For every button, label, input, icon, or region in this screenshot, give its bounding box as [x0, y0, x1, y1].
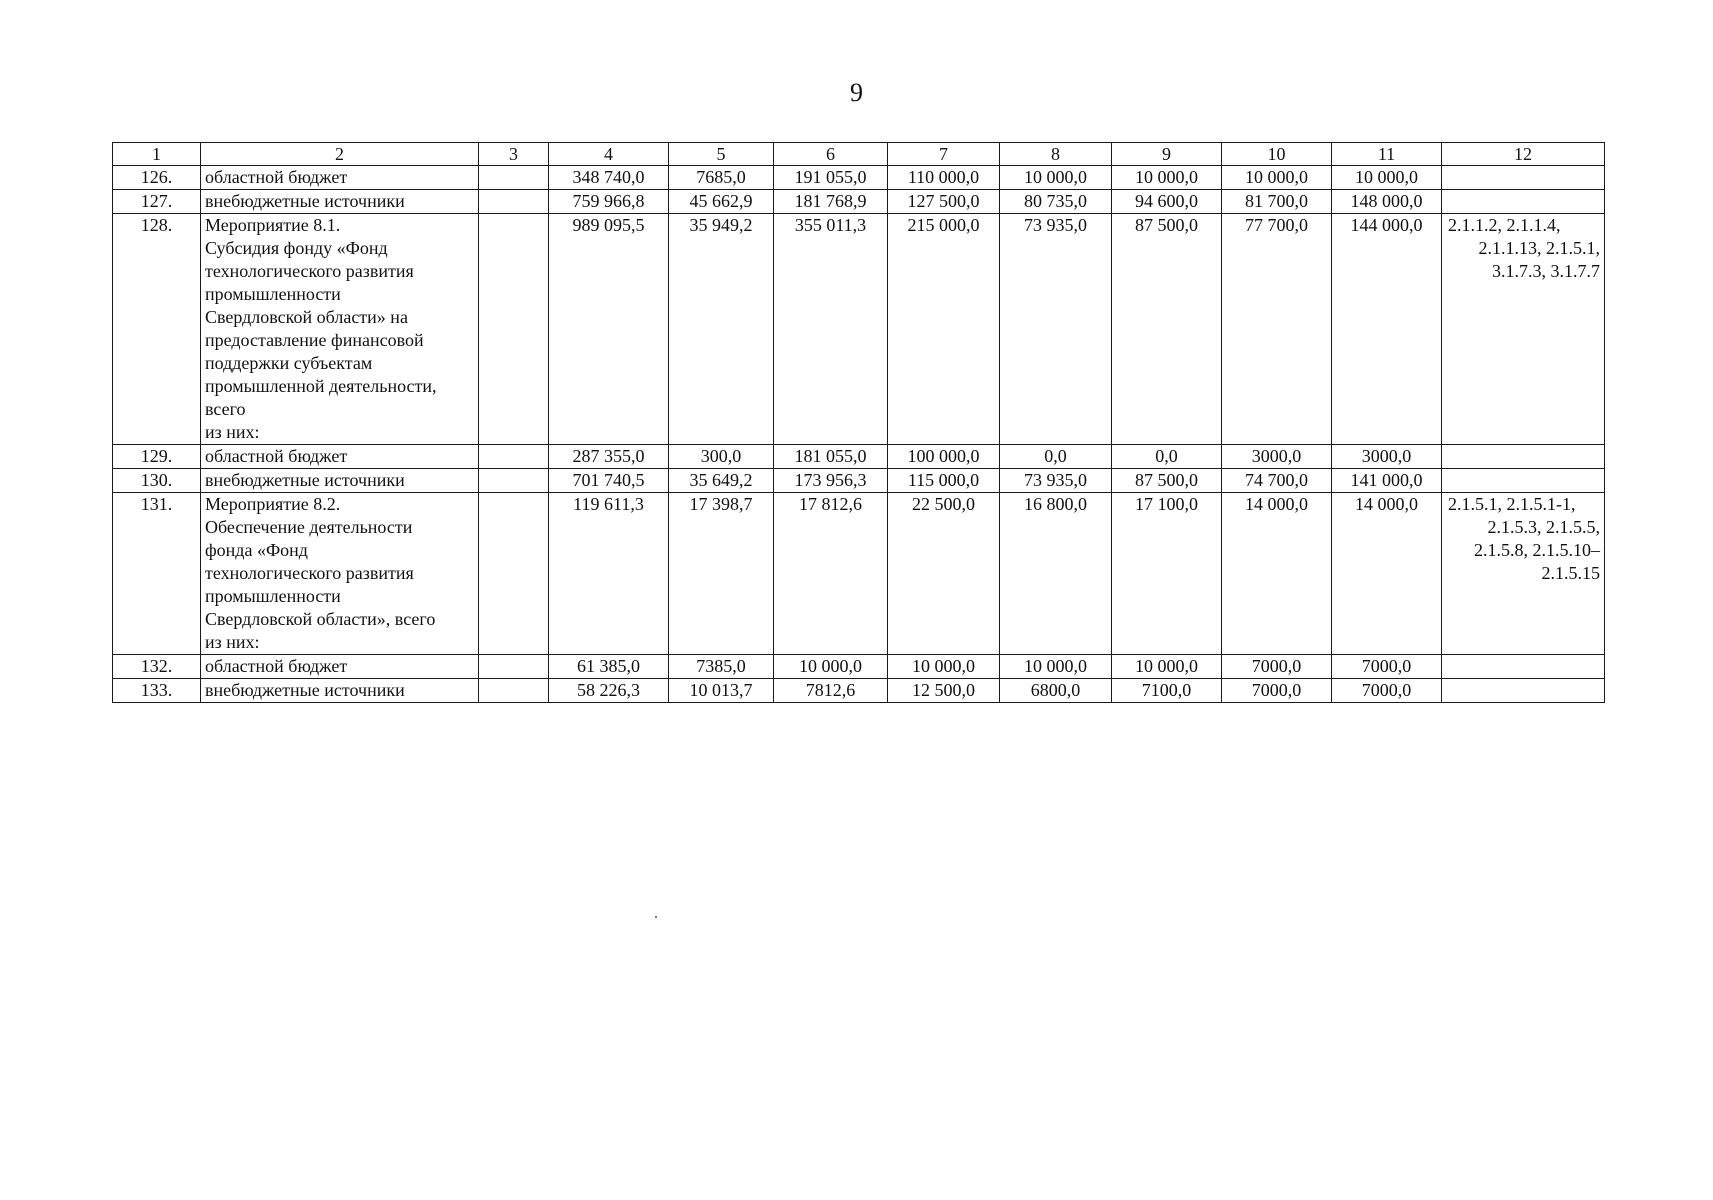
row-name [201, 445, 479, 469]
value-cell-col8: 73 935,0 [1000, 469, 1112, 493]
row-name [201, 493, 479, 655]
row-name-line: фонда «Фонд [205, 540, 308, 560]
value-cell-col10: 3000,0 [1222, 445, 1332, 469]
col3-cell [479, 679, 549, 703]
reference-cell [1442, 469, 1605, 493]
header-cell-3: 3 [479, 143, 549, 166]
row-name-line: Мероприятие 8.1. [205, 215, 341, 235]
value-cell-col10: 14 000,0 [1222, 493, 1332, 655]
row-name-line: Обеспечение деятельности [205, 517, 413, 537]
value-cell-col5: 45 662,9 [669, 190, 774, 214]
value-cell-col7: 115 000,0 [888, 469, 1000, 493]
value-cell-col7: 12 500,0 [888, 679, 1000, 703]
table-row [113, 655, 1605, 679]
value-cell-col9: 17 100,0 [1112, 493, 1222, 655]
value-cell-col5: 35 649,2 [669, 469, 774, 493]
col3-cell [479, 166, 549, 190]
value-cell-col11: 141 000,0 [1332, 469, 1442, 493]
reference-cell [1442, 214, 1605, 445]
row-name [201, 190, 479, 214]
reference-line: 2.1.5.3, 2.1.5.5, [1487, 517, 1600, 537]
row-name-line: из них: [205, 422, 260, 442]
header-cell-6: 6 [774, 143, 888, 166]
row-name-line: всего [205, 399, 246, 419]
row-name-line: областной бюджет [205, 167, 348, 187]
table-header-row [113, 143, 1605, 166]
value-cell-col4: 61 385,0 [549, 655, 669, 679]
value-cell-col5: 10 013,7 [669, 679, 774, 703]
col3-cell [479, 493, 549, 655]
reference-cell [1442, 679, 1605, 703]
value-cell-col7: 127 500,0 [888, 190, 1000, 214]
reference-line: 2.1.5.1, 2.1.5.1-1, [1448, 494, 1576, 514]
header-cell-7: 7 [888, 143, 1000, 166]
table-row [113, 214, 1605, 445]
reference-line: 2.1.1.13, 2.1.5.1, [1478, 238, 1600, 258]
row-name-line: поддержки субъектам [205, 353, 373, 373]
table-body [113, 143, 1605, 703]
row-name-line: областной бюджет [205, 446, 348, 466]
value-cell-col5: 7685,0 [669, 166, 774, 190]
reference-cell [1442, 655, 1605, 679]
row-number: 129. [113, 445, 201, 469]
row-name-line: промышленности [205, 284, 341, 304]
row-name-line: из них: [205, 632, 260, 652]
value-cell-col8: 10 000,0 [1000, 655, 1112, 679]
value-cell-col7: 100 000,0 [888, 445, 1000, 469]
header-cell-1: 1 [113, 143, 201, 166]
value-cell-col11: 7000,0 [1332, 679, 1442, 703]
value-cell-col8: 6800,0 [1000, 679, 1112, 703]
row-number: 128. [113, 214, 201, 445]
budget-table [112, 142, 1605, 703]
reference-cell [1442, 445, 1605, 469]
value-cell-col6: 10 000,0 [774, 655, 888, 679]
row-name-line: Субсидия фонду «Фонд [205, 238, 388, 258]
value-cell-col9: 87 500,0 [1112, 469, 1222, 493]
value-cell-col10: 7000,0 [1222, 655, 1332, 679]
value-cell-col5: 300,0 [669, 445, 774, 469]
row-number: 126. [113, 166, 201, 190]
header-cell-5: 5 [669, 143, 774, 166]
value-cell-col8: 10 000,0 [1000, 166, 1112, 190]
table-row [113, 679, 1605, 703]
value-cell-col11: 10 000,0 [1332, 166, 1442, 190]
row-name-line: технологического развития [205, 261, 414, 281]
value-cell-col9: 94 600,0 [1112, 190, 1222, 214]
row-number: 127. [113, 190, 201, 214]
value-cell-col8: 0,0 [1000, 445, 1112, 469]
value-cell-col5: 7385,0 [669, 655, 774, 679]
value-cell-col6: 17 812,6 [774, 493, 888, 655]
value-cell-col7: 22 500,0 [888, 493, 1000, 655]
value-cell-col10: 77 700,0 [1222, 214, 1332, 445]
col3-cell [479, 214, 549, 445]
value-cell-col11: 148 000,0 [1332, 190, 1442, 214]
reference-line: 2.1.5.8, 2.1.5.10– [1474, 540, 1600, 560]
row-name [201, 166, 479, 190]
value-cell-col10: 10 000,0 [1222, 166, 1332, 190]
value-cell-col7: 10 000,0 [888, 655, 1000, 679]
row-name-line: технологического развития [205, 563, 414, 583]
value-cell-col4: 119 611,3 [549, 493, 669, 655]
value-cell-col11: 3000,0 [1332, 445, 1442, 469]
value-cell-col7: 110 000,0 [888, 166, 1000, 190]
row-name-line: предоставление финансовой [205, 330, 424, 350]
row-name-line: промышленной деятельности, [205, 376, 437, 396]
row-number: 130. [113, 469, 201, 493]
value-cell-col11: 144 000,0 [1332, 214, 1442, 445]
value-cell-col6: 173 956,3 [774, 469, 888, 493]
row-name-line: Свердловской области» на [205, 307, 408, 327]
row-name [201, 214, 479, 445]
table-row [113, 445, 1605, 469]
value-cell-col7: 215 000,0 [888, 214, 1000, 445]
value-cell-col6: 355 011,3 [774, 214, 888, 445]
value-cell-col10: 74 700,0 [1222, 469, 1332, 493]
col3-cell [479, 469, 549, 493]
value-cell-col4: 701 740,5 [549, 469, 669, 493]
value-cell-col9: 87 500,0 [1112, 214, 1222, 445]
value-cell-col6: 7812,6 [774, 679, 888, 703]
value-cell-col5: 17 398,7 [669, 493, 774, 655]
row-name-line: промышленности [205, 586, 341, 606]
reference-cell [1442, 493, 1605, 655]
header-cell-8: 8 [1000, 143, 1112, 166]
value-cell-col9: 7100,0 [1112, 679, 1222, 703]
table-row [113, 190, 1605, 214]
reference-line: 2.1.1.2, 2.1.1.4, [1448, 215, 1561, 235]
value-cell-col4: 287 355,0 [549, 445, 669, 469]
header-cell-10: 10 [1222, 143, 1332, 166]
header-cell-9: 9 [1112, 143, 1222, 166]
value-cell-col6: 181 768,9 [774, 190, 888, 214]
col3-cell [479, 190, 549, 214]
header-cell-12: 12 [1442, 143, 1605, 166]
row-name-line: областной бюджет [205, 656, 348, 676]
value-cell-col8: 80 735,0 [1000, 190, 1112, 214]
table-row [113, 166, 1605, 190]
value-cell-col5: 35 949,2 [669, 214, 774, 445]
col3-cell [479, 655, 549, 679]
value-cell-col8: 16 800,0 [1000, 493, 1112, 655]
row-name-line: внебюджетные источники [205, 191, 405, 211]
reference-cell [1442, 190, 1605, 214]
value-cell-col11: 7000,0 [1332, 655, 1442, 679]
value-cell-col9: 0,0 [1112, 445, 1222, 469]
value-cell-col11: 14 000,0 [1332, 493, 1442, 655]
header-cell-11: 11 [1332, 143, 1442, 166]
reference-line: 3.1.7.3, 3.1.7.7 [1492, 261, 1600, 281]
value-cell-col8: 73 935,0 [1000, 214, 1112, 445]
reference-cell [1442, 166, 1605, 190]
row-name [201, 655, 479, 679]
value-cell-col4: 58 226,3 [549, 679, 669, 703]
table-row [113, 493, 1605, 655]
row-number: 132. [113, 655, 201, 679]
row-name [201, 469, 479, 493]
scan-speck [655, 916, 657, 918]
row-number: 133. [113, 679, 201, 703]
reference-line: 2.1.5.15 [1541, 563, 1600, 583]
value-cell-col10: 7000,0 [1222, 679, 1332, 703]
value-cell-col4: 348 740,0 [549, 166, 669, 190]
header-cell-2: 2 [201, 143, 479, 166]
value-cell-col6: 181 055,0 [774, 445, 888, 469]
value-cell-col10: 81 700,0 [1222, 190, 1332, 214]
value-cell-col9: 10 000,0 [1112, 166, 1222, 190]
value-cell-col4: 989 095,5 [549, 214, 669, 445]
value-cell-col9: 10 000,0 [1112, 655, 1222, 679]
row-name [201, 679, 479, 703]
row-number: 131. [113, 493, 201, 655]
value-cell-col4: 759 966,8 [549, 190, 669, 214]
row-name-line: Свердловской области», всего [205, 609, 436, 629]
table-row [113, 469, 1605, 493]
row-name-line: Мероприятие 8.2. [205, 494, 341, 514]
value-cell-col6: 191 055,0 [774, 166, 888, 190]
row-name-line: внебюджетные источники [205, 470, 405, 490]
row-name-line: внебюджетные источники [205, 680, 405, 700]
col3-cell [479, 445, 549, 469]
page-number: 9 [850, 78, 863, 107]
header-cell-4: 4 [549, 143, 669, 166]
